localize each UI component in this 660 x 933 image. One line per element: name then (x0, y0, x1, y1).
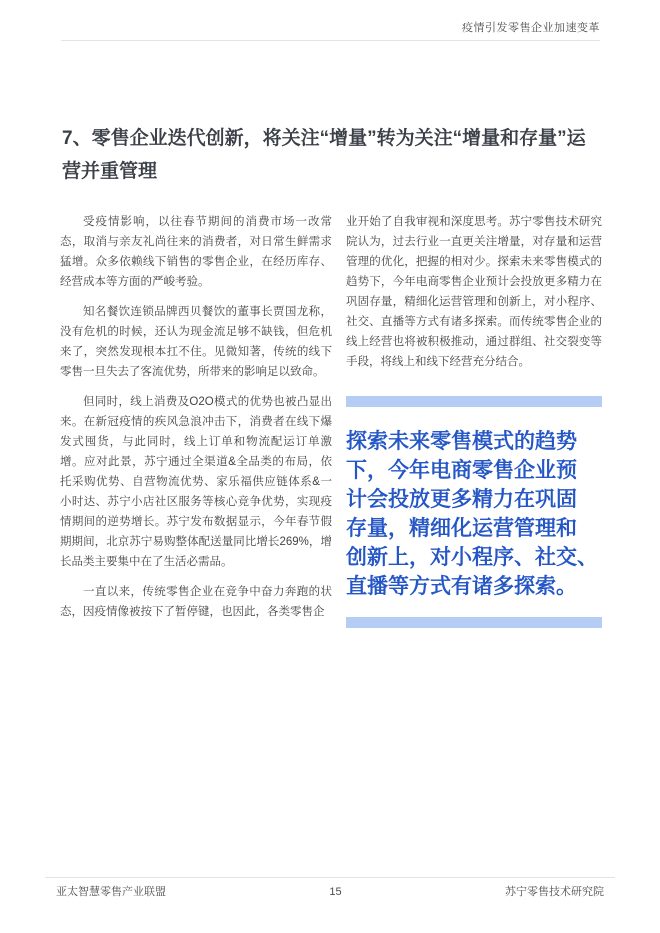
callout-text-line: 直播等方式有诸多探索。 (346, 575, 577, 598)
page-footer (56, 883, 604, 899)
callout-bottom-bar (346, 617, 602, 628)
callout-text-line: 计会投放更多精力在巩固 (346, 488, 577, 511)
callout-text-block (346, 407, 602, 617)
section-heading: 7、零售企业迭代创新，将关注“增量”转为关注“增量和存量”运营并重管理 (62, 128, 586, 182)
callout-text-line: 下，今年电商零售企业预 (346, 459, 577, 482)
paragraph: 受疫情影响，以往春节期间的消费市场一改常态，取消与亲友礼尚往来的消费者，对日常生鲜需求猛增。众多依赖线下销售的零售企业，在经历库存、经营成本等方面的严峻考验。 (60, 216, 332, 288)
callout-text-line: 探索未来零售模式的趋势 (346, 430, 577, 453)
page-number: 15 (329, 886, 342, 898)
callout-text-line: 创新上，对小程序、社交、 (346, 546, 598, 569)
footer-divider (45, 877, 615, 878)
right-column (346, 212, 602, 628)
callout-text-line: 存量，精细化运营管理和 (346, 517, 577, 540)
paragraph: 一直以来，传统零售企业在竞争中奋力奔跑的状态，因疫情像被按下了暂停键，也因此，各类零售企 (60, 586, 332, 618)
footer-org-right: 苏宁零售技术研究院 (505, 886, 604, 898)
left-column (60, 212, 332, 628)
highlight-callout (346, 396, 602, 628)
paragraph: 知名餐饮连锁品牌西贝餐饮的董事长贾国龙称，没有危机的时候，还认为现金流足够不缺钱，但危机来了，突然发现根本扛不住。见微知著，传统的线下零售一旦失去了客流优势，所带来的影响足以致命。 (60, 306, 332, 378)
body-columns (60, 212, 602, 628)
callout-top-bar (346, 396, 602, 407)
paragraph: 但同时，线上消费及O2O模式的优势也被凸显出来。在新冠疫情的疾风急浪冲击下，消费者在线下爆发式囤货，与此同时，线上订单和物流配运订单激增。应对此景，苏宁通过全渠道&全品类的布局，依托采购优势、自营物流优势、家乐福供应链体系&一小时达、苏宁小店社区服务等核心竞争优势，实现疫情期间的逆势增长。苏宁发布数据显示，今年春节假期期间，北京苏宁易购整体配送量同比增长269%，增长品类主要集中在了生活必需品。 (60, 396, 332, 568)
running-header-title: 疫情引发零售企业加速变革 (462, 22, 600, 34)
header-divider (61, 40, 600, 41)
footer-org-left: 亚太智慧零售产业联盟 (56, 886, 166, 898)
paragraph-continuation: 业开始了自我审视和深度思考。苏宁零售技术研究院认为，过去行业一直更关注增量，对存量和运营管理的优化，把握的相对少。探索未来零售模式的趋势下，今年电商零售企业预计会投放更多精力在巩固存量，精细化运营管理和创新上，对小程序、社交、直播等方式有诸多探索。而传统零售企业的线上经营也将被积极推动，通过群组、社交裂变等手段，将线上和线下经营充分结合。 (346, 216, 602, 368)
